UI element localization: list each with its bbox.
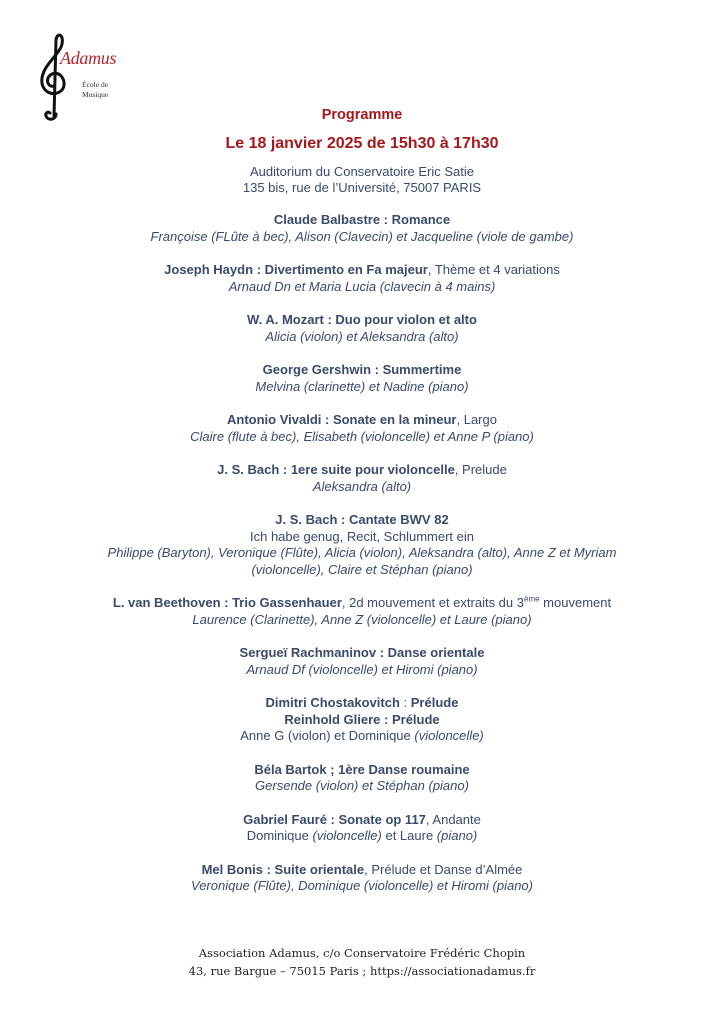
logo-subtitle: [82, 80, 108, 100]
program-item: [0, 695, 724, 745]
piece-performers: Arnaud Df (violoncelle) et Hiromi (piano): [246, 661, 478, 677]
piece-title: Mel Bonis : Suite orientale: [201, 861, 365, 877]
footer: [0, 944, 724, 980]
piece-subtitle: , Andante: [425, 811, 481, 827]
piece-title-second: Reinhold Gliere : Prélude: [284, 711, 440, 727]
venue-line2: 135 bis, rue de l’Université, 75007 PARIS: [242, 180, 482, 195]
piece-title: Gabriel Fauré : Sonate op 117: [243, 811, 426, 827]
program-item: [0, 412, 724, 445]
program-item: [0, 645, 724, 678]
piece-performers: Françoise (FLûte à bec), Alison (Clavecin) et Jacqueline (viole de gambe): [150, 228, 574, 244]
piece-performers: Melvina (clarinette) et Nadine (piano): [255, 378, 469, 394]
piece-title: Antonio Vivaldi : Sonate en la mineur: [227, 412, 457, 427]
piece-title: Joseph Haydn : Divertimento en Fa majeur: [164, 262, 428, 277]
piece-title: L. van Beethoven : Trio Gassenhauer: [112, 595, 342, 610]
venue-line1: Auditorium du Conservatoire Eric Satie: [250, 164, 474, 179]
program-item: [0, 512, 724, 578]
piece-performers-instrument: (violoncelle): [312, 828, 382, 843]
superscript: ème: [524, 594, 540, 604]
piece-performers: Alicia (violon) et Aleksandra (alto): [265, 328, 459, 344]
program-item: [0, 462, 724, 495]
piece-title-2: Prélude: [410, 695, 459, 710]
piece-separator: :: [399, 695, 411, 710]
program-item: [0, 595, 724, 628]
piece-performers: Aleksandra (alto): [312, 478, 412, 494]
piece-subtitle: Ich habe genug, Recit, Schlummert ein: [249, 528, 474, 544]
piece-title: J. S. Bach : Cantate BWV 82: [275, 512, 449, 527]
piece-title: George Gershwin : Summertime: [262, 362, 462, 377]
piece-performers: Anne G (violon) et Dominique: [240, 728, 415, 743]
piece-subtitle-tail: mouvement: [539, 595, 612, 610]
piece-title: Dimitri Chostakovitch: [265, 695, 400, 710]
logo-name: Adamus: [60, 48, 117, 68]
piece-performers: Laurence (Clarinette), Anne Z (violoncelle) et Laure (piano): [192, 611, 532, 627]
piece-title: Sergueï Rachmaninov : Danse orientale: [239, 645, 485, 660]
piece-performers-cont: (violoncelle), Claire et Stéphan (piano): [251, 561, 473, 577]
piece-performers: Philippe (Baryton), Veronique (Flûte), Alicia (violon), Aleksandra (alto), Anne Z et Myriam: [107, 545, 617, 560]
program-item: [0, 762, 724, 795]
piece-performers-instrument: (violoncelle): [414, 728, 484, 743]
program-item: [0, 862, 724, 895]
program-item: [0, 362, 724, 395]
program-item: [0, 812, 724, 845]
piece-performers: Dominique: [246, 828, 313, 843]
piece-performers: Gersende (violon) et Stéphan (piano): [255, 778, 469, 793]
piece-performers: Claire (flute à bec), Elisabeth (violoncelle) et Anne P (piano): [190, 428, 534, 444]
piece-subtitle: , Largo: [456, 412, 497, 427]
logo-sub-line1: École de: [82, 80, 109, 89]
program-content: [0, 106, 724, 912]
piece-performers: Veronique (Flûte), Dominique (violoncelle) et Hiromi (piano): [191, 878, 533, 893]
piece-title: Claude Balbastre : Romance: [273, 212, 451, 227]
page-title: Programme: [321, 107, 403, 123]
piece-performers: Arnaud Dn et Maria Lucia (clavecin à 4 mains): [228, 278, 496, 294]
piece-subtitle: , Thème et 4 variations: [427, 262, 560, 277]
piece-performers-2: et Laure: [381, 828, 437, 843]
piece-performers-instrument-2: (piano): [436, 828, 478, 843]
piece-title: W. A. Mozart : Duo pour violon et alto: [247, 312, 477, 327]
footer-line2: 43, rue Bargue – 75015 Paris ; https://associationadamus.fr: [188, 964, 536, 978]
program-item: [0, 312, 724, 345]
piece-subtitle: , 2d mouvement et extraits du 3: [341, 595, 524, 610]
piece-subtitle: , Prelude: [454, 462, 507, 477]
piece-title: J. S. Bach : 1ere suite pour violoncelle: [217, 462, 455, 477]
program-item: [0, 262, 724, 295]
program-item: [0, 212, 724, 245]
footer-line1: Association Adamus, c/o Conservatoire Frédéric Chopin: [198, 946, 526, 960]
venue: [0, 164, 724, 196]
program-list: [0, 212, 724, 895]
logo-sub-line2: Musique: [82, 90, 109, 99]
event-date: Le 18 janvier 2025 de 15h30 à 17h30: [225, 135, 499, 152]
piece-title: Béla Bartok ; 1ère Danse roumaine: [254, 761, 470, 777]
piece-subtitle: , Prélude et Danse d’Almée: [364, 861, 523, 877]
